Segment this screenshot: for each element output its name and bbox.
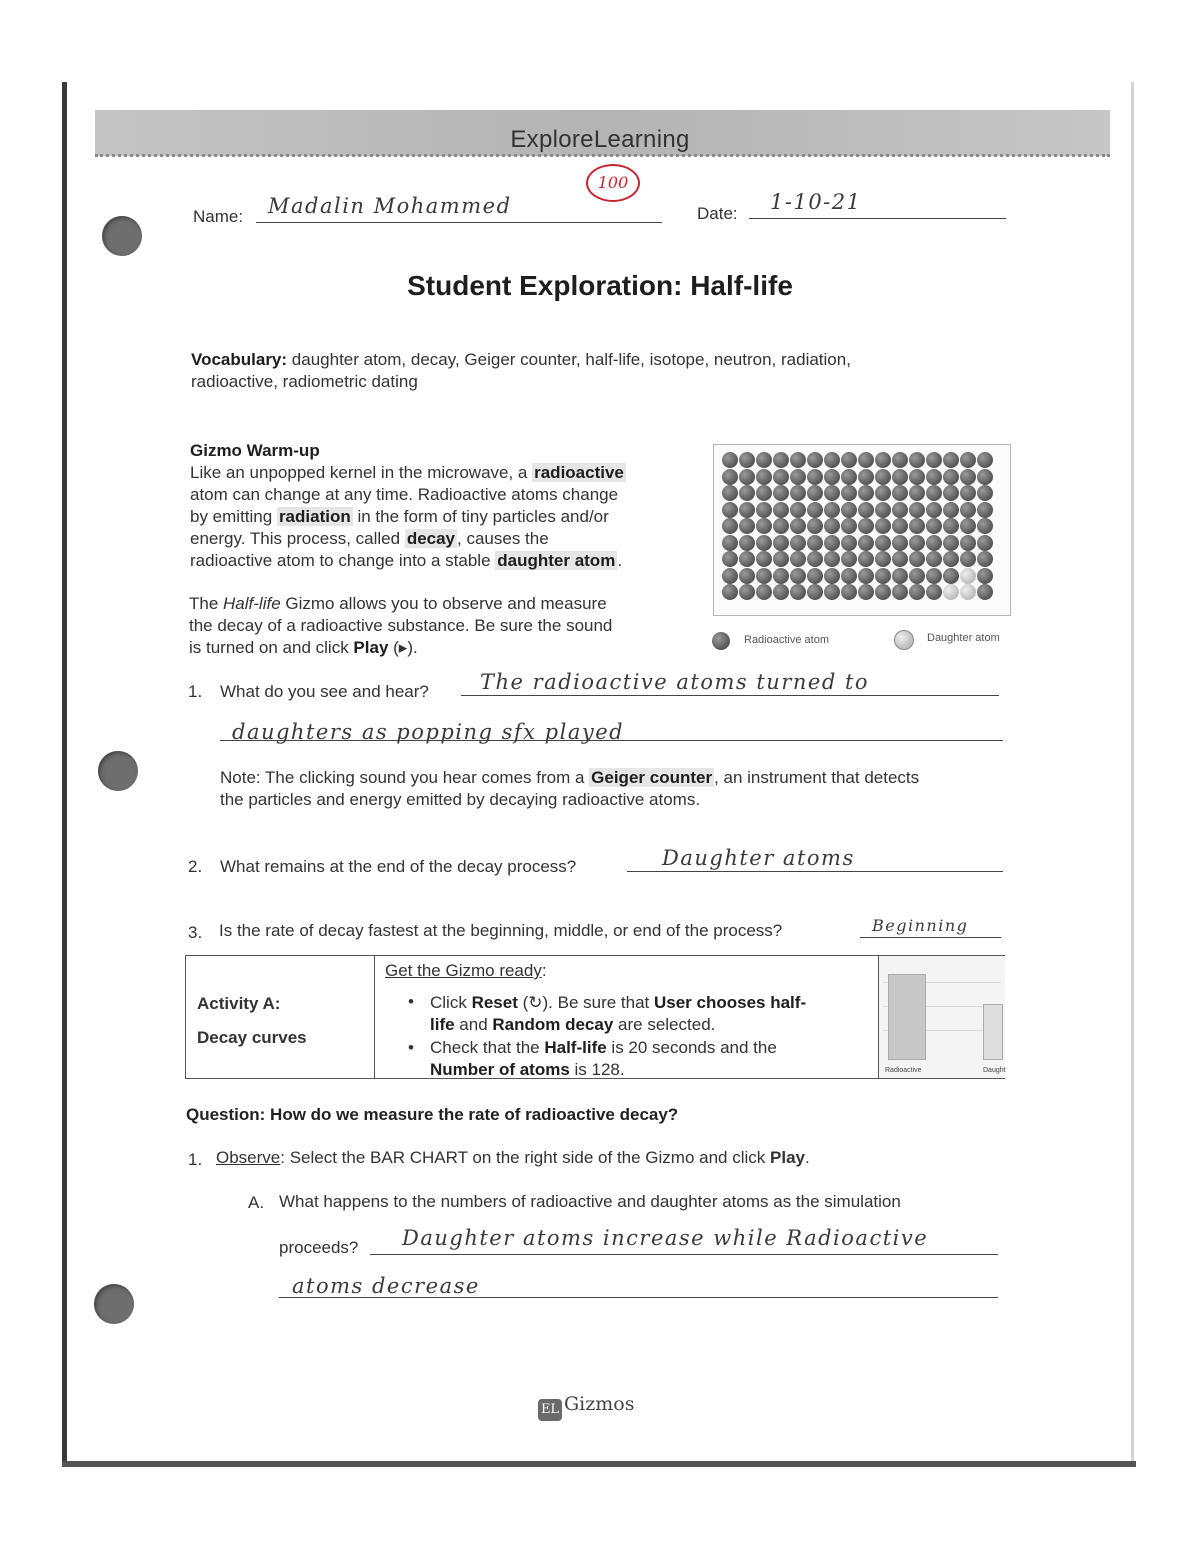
radioactive-atom [773,502,789,518]
name-line [256,222,662,223]
sA-answer-line-1 [370,1254,998,1255]
radioactive-atom [960,485,976,501]
play-term: Play [353,638,389,657]
radioactive-atom [892,485,908,501]
activity-table [185,955,1005,1079]
term-geiger-counter: Geiger counter [591,768,713,787]
q2-answer-line [627,871,1003,872]
radioactive-atom [909,518,925,534]
radioactive-atom [943,502,959,518]
radioactive-atom [790,469,806,485]
radioactive-atom [756,485,772,501]
radioactive-atom [977,485,993,501]
legend-radioactive: Radioactive atom [744,634,829,646]
reset-term: Reset [471,993,518,1012]
radioactive-atom [926,551,942,567]
radioactive-atom [807,518,823,534]
radioactive-atom [824,551,840,567]
q1-answer-handwritten-2: daughters as popping sfx played [232,720,625,744]
page-edge-bottom [62,1461,1136,1467]
sA-answer-handwritten-1: Daughter atoms increase while Radioactive [402,1226,929,1250]
q1-answer-handwritten-1: The radioactive atoms turned to [480,670,870,694]
vocabulary [191,349,971,393]
date-line [749,218,1006,219]
radioactive-atom [739,584,755,600]
radioactive-atom [756,469,772,485]
radioactive-atom [790,551,806,567]
radioactive-atom [960,535,976,551]
radioactive-atom [722,568,738,584]
radioactive-atom [824,452,840,468]
radioactive-atom [790,485,806,501]
s1-text: Observe: Select the BAR CHART on the right side of the Gizmo and click Play. [216,1148,810,1167]
radioactive-atom [756,518,772,534]
radioactive-atom [824,502,840,518]
radioactive-atom [875,502,891,518]
sA-answer-handwritten-2: atoms decrease [292,1274,480,1298]
date-label: Date: [697,204,738,223]
radioactive-atom [722,485,738,501]
name-label: Name: [193,207,244,226]
radioactive-atom [858,584,874,600]
radioactive-atom [807,452,823,468]
sA-letter: A. [248,1193,265,1212]
radioactive-atom [858,551,874,567]
radioactive-atom [875,452,891,468]
radioactive-atom [824,584,840,600]
sA-text: What happens to the numbers of radioactive and daughter atoms as the simulation [279,1192,901,1211]
radioactive-atom [875,485,891,501]
radioactive-atom [790,584,806,600]
binder-hole-bottom [94,1284,134,1324]
warmup-instructions: The Half-life Gizmo allows you to observe and measure the decay of a radioactive substance. Be sure the sound is turned on and click Play (▸). [189,594,613,657]
q3-text: Is the rate of decay fastest at the beginning, middle, or end of the process? [219,921,783,940]
radioactive-atom [892,535,908,551]
header-dotted-rule [95,154,1110,157]
radioactive-atom [960,551,976,567]
radioactive-atom-icon [712,632,730,650]
radioactive-atom [960,452,976,468]
radioactive-atom [756,452,772,468]
warmup-heading: Gizmo Warm-up [190,441,320,460]
radioactive-atom [773,485,789,501]
radioactive-atom [960,518,976,534]
gizmos-logo: EL Gizmos [538,1393,634,1421]
radioactive-atom [909,584,925,600]
radioactive-atom [977,518,993,534]
radioactive-atom [943,568,959,584]
radioactive-atom [926,535,942,551]
radioactive-atom [960,502,976,518]
radioactive-atom [773,452,789,468]
radioactive-atom [960,469,976,485]
radioactive-atom [909,485,925,501]
radioactive-atom [858,502,874,518]
radioactive-atom [807,551,823,567]
radioactive-atom [739,485,755,501]
radioactive-atom [977,469,993,485]
radioactive-atom [977,452,993,468]
radioactive-atom [977,502,993,518]
radioactive-atom [756,568,772,584]
radioactive-atom [858,452,874,468]
radioactive-atom [926,568,942,584]
radioactive-atom [943,535,959,551]
activity-subtitle: Decay curves [197,1028,307,1047]
radioactive-atom [892,502,908,518]
radioactive-atom [824,535,840,551]
activity-label-cell [186,956,375,1078]
radioactive-atom [926,502,942,518]
radioactive-atom [858,485,874,501]
radioactive-atom [790,502,806,518]
radioactive-atom [977,535,993,551]
radioactive-atom [943,452,959,468]
daughter-atom [943,584,959,600]
binder-hole-middle [98,751,138,791]
q2-text: What remains at the end of the decay process? [220,857,577,876]
name-handwritten: Madalin Mohammed [268,194,512,218]
radioactive-atom [739,469,755,485]
daughter-atom-icon [894,630,914,650]
brand-logo-text: ExploreLearning [510,126,690,153]
radioactive-atom [841,568,857,584]
term-decay: decay [406,529,456,548]
radioactive-atom [756,584,772,600]
radioactive-atom [875,469,891,485]
radioactive-atom [841,535,857,551]
legend-daughter: Daughter atom [927,632,1000,644]
sA-text-cont: proceeds? [279,1238,359,1257]
radioactive-atom [790,535,806,551]
radioactive-atom [892,469,908,485]
daughter-atom [960,568,976,584]
radioactive-atom [875,518,891,534]
radioactive-atom [841,518,857,534]
radioactive-atom [756,551,772,567]
radioactive-atom [841,452,857,468]
mini-bar-radioactive [888,974,926,1060]
radioactive-atom [841,469,857,485]
radioactive-atom [977,568,993,584]
vocabulary-list-cont: radioactive, radiometric dating [191,372,418,391]
radioactive-atom [824,568,840,584]
radioactive-atom [773,568,789,584]
q1-text: What do you see and hear? [220,682,429,701]
vocabulary-list: daughter atom, decay, Geiger counter, half-life, isotope, neutron, radiation, [291,350,851,369]
radioactive-atom [875,551,891,567]
radioactive-atom [773,584,789,600]
radioactive-atom [977,551,993,567]
radioactive-atom [722,469,738,485]
atom-grid [722,452,994,601]
radioactive-atom [756,502,772,518]
radioactive-atom [858,568,874,584]
mini-label-daughter: Daught [983,1067,1006,1074]
radioactive-atom [824,469,840,485]
radioactive-atom [790,452,806,468]
radioactive-atom [722,452,738,468]
radioactive-atom [739,535,755,551]
radioactive-atom [841,502,857,518]
s1-number: 1. [188,1150,203,1169]
radioactive-atom [841,584,857,600]
radioactive-atom [909,551,925,567]
radioactive-atom [756,535,772,551]
radioactive-atom [807,485,823,501]
radioactive-atom [875,568,891,584]
radioactive-atom [892,452,908,468]
radioactive-atom [875,584,891,600]
radioactive-atom [773,469,789,485]
bullet-1-dot: • [408,992,414,1011]
radioactive-atom [722,502,738,518]
radioactive-atom [892,518,908,534]
q2-answer-handwritten: Daughter atoms [662,846,855,870]
radioactive-atom [858,535,874,551]
radioactive-atom [875,535,891,551]
radioactive-atom [909,452,925,468]
mini-label-radioactive: Radioactive [885,1067,922,1074]
bullet-1-text: Click Reset (↻). Be sure that User chooses half- life and Random decay are selected. [430,993,807,1034]
radioactive-atom [926,518,942,534]
section-question: Question: How do we measure the rate of radioactive decay? [186,1105,679,1124]
gizmos-logo-icon: EL [538,1399,562,1421]
gizmo-name: Half-life [223,594,281,613]
radioactive-atom [943,551,959,567]
radioactive-atom [892,568,908,584]
date-handwritten: 1-10-21 [770,190,862,214]
radioactive-atom [807,568,823,584]
radioactive-atom [909,502,925,518]
radioactive-atom [926,485,942,501]
q3-number: 3. [188,923,203,942]
radioactive-atom [739,518,755,534]
radioactive-atom [909,568,925,584]
radioactive-atom [807,584,823,600]
term-radioactive: radioactive [534,463,624,482]
radioactive-atom [722,551,738,567]
radioactive-atom [824,485,840,501]
radioactive-atom [722,584,738,600]
radioactive-atom [841,551,857,567]
radioactive-atom [807,502,823,518]
geiger-note: Note: The clicking sound you hear comes from a Geiger counter , an instrument that detects the particles and energy emitted by decaying radioactive atoms. [220,768,920,809]
gizmo-ready-heading: Get the Gizmo ready: [385,961,547,980]
radioactive-atom [739,502,755,518]
radioactive-atom [739,452,755,468]
radioactive-atom [892,584,908,600]
term-radiation: radiation [278,507,351,526]
radioactive-atom [773,551,789,567]
radioactive-atom [926,584,942,600]
radioactive-atom [892,551,908,567]
radioactive-atom [909,469,925,485]
radioactive-atom [773,535,789,551]
vocabulary-label: Vocabulary: [191,350,288,369]
radioactive-atom [739,568,755,584]
atom-grid-figure [713,444,1011,616]
q1-number: 1. [188,682,203,701]
radioactive-atom [722,518,738,534]
radioactive-atom [943,485,959,501]
radioactive-atom [909,535,925,551]
page-title: Student Exploration: Half-life [407,270,793,301]
radioactive-atom [926,452,942,468]
q2-number: 2. [188,857,203,876]
mini-bar-daughter [983,1004,1003,1060]
reset-icon: (↻). Be sure that [517,993,654,1012]
radioactive-atom [739,551,755,567]
daughter-atom [960,584,976,600]
radioactive-atom [943,518,959,534]
warmup-section: Gizmo Warm-up Like an unpopped kernel in the microwave, a radioactive atom can change at any time. Radioactive atoms change by emitting radiation in the form of tiny particles and/or energy. This process, called decay , causes the radioactive atom to change into a stable daughter atom . [190,441,624,570]
radioactive-atom [790,518,806,534]
binder-hole-top [102,216,142,256]
activity-label: Activity A: [197,994,281,1013]
radioactive-atom [858,469,874,485]
bullet-2-dot: • [408,1038,414,1057]
radioactive-atom [841,485,857,501]
radioactive-atom [807,535,823,551]
radioactive-atom [807,469,823,485]
bullet-2-text: Check that the Half-life is 20 seconds and the Number of atoms is 128. [430,1038,777,1079]
play-icon: (▸). [388,638,418,657]
radioactive-atom [977,584,993,600]
q3-answer-handwritten: Beginning [872,916,969,935]
mini-bar-chart [878,956,1005,1078]
radioactive-atom [824,518,840,534]
q1-answer-line-1 [461,695,999,696]
radioactive-atom [722,535,738,551]
q3-answer-line [860,937,1001,938]
radioactive-atom [858,518,874,534]
radioactive-atom [943,469,959,485]
radioactive-atom [790,568,806,584]
grade-circle: 100 [586,164,640,202]
term-daughter-atom: daughter atom [497,551,616,570]
radioactive-atom [773,518,789,534]
radioactive-atom [926,469,942,485]
